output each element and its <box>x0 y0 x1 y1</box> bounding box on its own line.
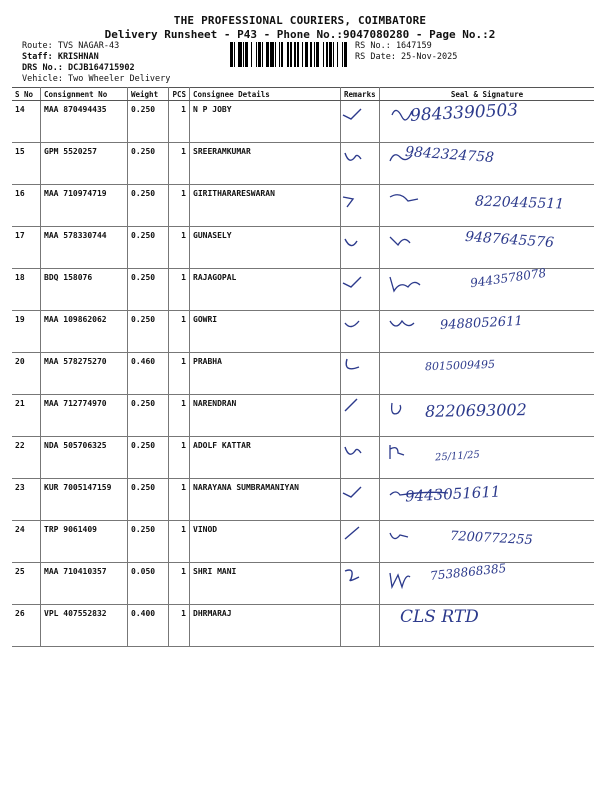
cell-consignee: VINOD <box>190 521 341 563</box>
cell-consignee: DHRMARAJ <box>190 605 341 647</box>
handwritten-note: 8220445511 <box>474 193 565 213</box>
cell-consignee: N P JOBY <box>190 101 341 143</box>
tick-mark <box>341 479 367 505</box>
cell-weight: 0.250 <box>128 185 169 227</box>
barcode <box>230 42 350 67</box>
signature-scribble <box>388 273 452 299</box>
cell-weight: 0.250 <box>128 311 169 353</box>
cell-remarks <box>341 353 380 395</box>
cell-remarks <box>341 521 380 563</box>
cell-weight: 0.460 <box>128 353 169 395</box>
route-line: Route: TVS NAGAR-43 <box>22 41 120 51</box>
tick-mark <box>341 227 367 253</box>
cell-consignment: VPL 407552832 <box>41 605 128 647</box>
cell-signature <box>380 227 595 269</box>
cell-sno: 22 <box>12 437 41 479</box>
cell-sno: 17 <box>12 227 41 269</box>
cell-weight: 0.250 <box>128 269 169 311</box>
cell-pcs: 1 <box>169 605 190 647</box>
cell-remarks <box>341 311 380 353</box>
tick-mark <box>341 269 367 295</box>
col-consignment: Consignment No <box>41 88 128 101</box>
cell-signature <box>380 185 595 227</box>
cell-consignment: NDA 505706325 <box>41 437 128 479</box>
col-consignee: Consignee Details <box>190 88 341 101</box>
tick-mark <box>341 395 367 421</box>
cell-weight: 0.250 <box>128 479 169 521</box>
staff-line: Staff: KRISHNAN <box>22 52 99 62</box>
handwritten-note: CLS RTD <box>400 607 479 627</box>
cell-consignee: ADOLF KATTAR <box>190 437 341 479</box>
cell-remarks <box>341 227 380 269</box>
cell-pcs: 1 <box>169 185 190 227</box>
cell-consignment: BDQ 158076 <box>41 269 128 311</box>
cell-consignment: TRP 9061409 <box>41 521 128 563</box>
cell-remarks <box>341 101 380 143</box>
tick-mark <box>341 353 367 379</box>
handwritten-note: 9488052611 <box>439 313 524 334</box>
meta-right <box>355 41 457 63</box>
cell-weight: 0.400 <box>128 605 169 647</box>
cell-signature <box>380 311 595 353</box>
cell-sno: 20 <box>12 353 41 395</box>
cell-weight: 0.250 <box>128 395 169 437</box>
cell-remarks <box>341 143 380 185</box>
col-pcs: PCS <box>169 88 190 101</box>
cell-signature <box>380 605 595 647</box>
cell-consignee: GOWRI <box>190 311 341 353</box>
cell-consignment: MAA 109862062 <box>41 311 128 353</box>
rs-date: RS Date: 25-Nov-2025 <box>355 52 458 62</box>
table-row <box>12 227 594 269</box>
company-title: THE PROFESSIONAL COURIERS, COIMBATORE <box>173 14 427 27</box>
cell-consignee: SHRI MANI <box>190 563 341 605</box>
cell-pcs: 1 <box>169 101 190 143</box>
table-row <box>12 437 594 479</box>
handwritten-note: 8220693002 <box>424 400 527 421</box>
tick-mark <box>341 563 367 589</box>
cell-signature <box>380 521 595 563</box>
cell-weight: 0.050 <box>128 563 169 605</box>
handwritten-note: 9443578078 <box>469 265 547 291</box>
cell-consignee: SREERAMKUMAR <box>190 143 341 185</box>
cell-consignment: KUR 7005147159 <box>41 479 128 521</box>
cell-remarks <box>341 563 380 605</box>
runsheet-table <box>12 87 594 647</box>
cell-signature <box>380 437 595 479</box>
handwritten-note: 9843390503 <box>409 100 519 126</box>
cell-consignment: MAA 870494435 <box>41 101 128 143</box>
cell-weight: 0.250 <box>128 227 169 269</box>
cell-pcs: 1 <box>169 353 190 395</box>
cell-consignment: MAA 710410357 <box>41 563 128 605</box>
cell-pcs: 1 <box>169 437 190 479</box>
cell-consignee: GUNASELY <box>190 227 341 269</box>
cell-signature <box>380 353 595 395</box>
table-row <box>12 143 594 185</box>
signature-scribble <box>388 231 452 257</box>
cell-sno: 26 <box>12 605 41 647</box>
cell-consignee: NARENDRAN <box>190 395 341 437</box>
cell-pcs: 1 <box>169 311 190 353</box>
rs-number: RS No.: 1647159 <box>355 41 432 51</box>
col-sno: S No <box>12 88 41 101</box>
handwritten-note: 7200772255 <box>449 528 534 549</box>
cell-weight: 0.250 <box>128 143 169 185</box>
table-row <box>12 521 594 563</box>
cell-weight: 0.250 <box>128 521 169 563</box>
cell-remarks <box>341 269 380 311</box>
cell-remarks <box>341 437 380 479</box>
table-row <box>12 269 594 311</box>
cell-signature <box>380 101 595 143</box>
tick-mark <box>341 437 367 463</box>
cell-pcs: 1 <box>169 395 190 437</box>
tick-mark <box>341 101 367 127</box>
table-row <box>12 311 594 353</box>
cell-remarks <box>341 185 380 227</box>
cell-sno: 23 <box>12 479 41 521</box>
cell-pcs: 1 <box>169 521 190 563</box>
cell-sno: 24 <box>12 521 41 563</box>
handwritten-note: 9487645576 <box>464 228 555 252</box>
drs-line: DRS No.: DCJB164715902 <box>22 63 135 73</box>
cell-weight: 0.250 <box>128 101 169 143</box>
cell-pcs: 1 <box>169 227 190 269</box>
col-signature: Seal & Signature <box>380 88 595 101</box>
cell-consignee: RAJAGOPAL <box>190 269 341 311</box>
cell-remarks <box>341 395 380 437</box>
cell-sno: 15 <box>12 143 41 185</box>
cell-consignee: NARAYANA SUMBRAMANIYAN <box>190 479 341 521</box>
tick-mark <box>341 521 367 547</box>
meta-left <box>22 41 170 85</box>
cell-sno: 14 <box>12 101 41 143</box>
col-remarks: Remarks <box>341 88 380 101</box>
tick-mark <box>341 185 367 211</box>
handwritten-note: 25/11/25 <box>434 449 481 464</box>
cell-pcs: 1 <box>169 143 190 185</box>
table-row <box>12 605 594 647</box>
cell-sno: 18 <box>12 269 41 311</box>
table-row <box>12 353 594 395</box>
table-row <box>12 479 594 521</box>
cell-consignment: MAA 578330744 <box>41 227 128 269</box>
cell-consignee: PRABHA <box>190 353 341 395</box>
cell-consignee: GIRITHARARESWARAN <box>190 185 341 227</box>
table-row <box>12 101 594 143</box>
cell-consignment: GPM 5520257 <box>41 143 128 185</box>
tick-mark <box>341 311 367 337</box>
col-weight: Weight <box>128 88 169 101</box>
table-row <box>12 563 594 605</box>
cell-signature <box>380 563 595 605</box>
handwritten-note: 9443051611 <box>404 482 501 506</box>
cell-signature <box>380 479 595 521</box>
cell-sno: 19 <box>12 311 41 353</box>
cell-pcs: 1 <box>169 269 190 311</box>
runsheet-subtitle: Delivery Runsheet - P43 - Phone No.:9047080280 - Page No.:2 <box>104 28 496 41</box>
cell-consignment: MAA 712774970 <box>41 395 128 437</box>
cell-sno: 21 <box>12 395 41 437</box>
vehicle-line: Vehicle: Two Wheeler Delivery <box>22 74 171 84</box>
cell-consignment: MAA 578275270 <box>41 353 128 395</box>
cell-weight: 0.250 <box>128 437 169 479</box>
tick-mark <box>341 143 367 169</box>
table-row <box>12 395 594 437</box>
table-header-row <box>12 88 594 101</box>
cell-signature <box>380 395 595 437</box>
cell-sno: 25 <box>12 563 41 605</box>
cell-signature <box>380 265 595 311</box>
handwritten-note: 8015009495 <box>424 357 496 374</box>
handwritten-note: 9842324758 <box>404 143 495 167</box>
cell-consignment: MAA 710974719 <box>41 185 128 227</box>
signature-scribble <box>388 189 452 215</box>
cell-sno: 16 <box>12 185 41 227</box>
cell-remarks <box>341 479 380 521</box>
table-row <box>12 185 594 227</box>
handwritten-note: 7538868385 <box>429 561 507 583</box>
cell-signature <box>380 143 595 185</box>
signature-scribble <box>388 525 452 551</box>
cell-pcs: 1 <box>169 563 190 605</box>
cell-pcs: 1 <box>169 479 190 521</box>
cell-remarks <box>341 605 380 647</box>
